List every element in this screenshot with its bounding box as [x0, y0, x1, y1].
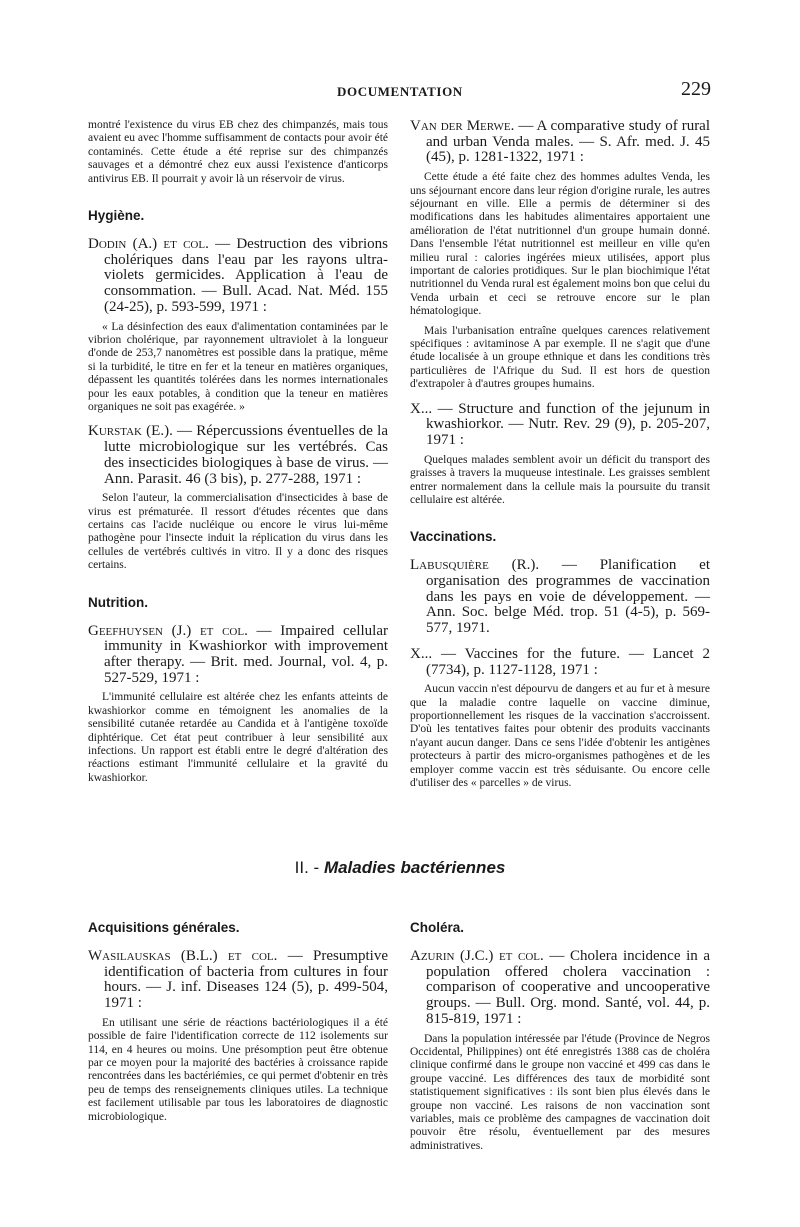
citation-reference: — Vaccines for the future. — Lancet 2 (7734), p. 1127-1128, 1971 : [426, 645, 710, 678]
right-column [410, 119, 710, 801]
citation [410, 558, 710, 637]
citation-author: Geefhuysen (J.) et col. [88, 622, 248, 639]
citation-reference: — Destruction des vibrions cholériques dans l'eau par les rayons ultra-violets germicides. Application à l'eau de consommation. — Bull. Acad. Nat. Méd. 155 (24-25), p. 593-599, 1971 : [104, 236, 388, 315]
page-number: 229 [681, 78, 711, 100]
citation-author: Azurin (J.C.) et col. [410, 948, 544, 964]
chapter-title: Maladies bactériennes [323, 858, 506, 877]
citation-reference: — Cholera incidence in a population offered cholera vaccination : comparison of cooperative and uncooperative groups. — Bull. Org. mond. Santé, vol. 44, p. 815-819, 1971 : [426, 948, 710, 1027]
bibliography-entry-jejunum [410, 402, 710, 508]
citation [88, 424, 388, 487]
citation-reference: — Presumptive identification of bacteria from cultures in four hours. — J. inf. Diseases 124 (5), p. 499-504, 1971 : [104, 948, 388, 1012]
section-heading-hygiene: Hygiène. [88, 208, 145, 224]
abstract: Quelques malades semblent avoir un déficit du transport des graisses à travers la muqueuse intestinale. Les graisses semblent entrer normalement dans la cellule mais la poursuite du transit cellulaire est altérée. [410, 453, 710, 506]
chapter-heading [0, 858, 800, 878]
bibliography-entry-dodin [88, 237, 388, 414]
page-header [0, 78, 800, 108]
citation [410, 949, 710, 1028]
bibliography-entry-geefhuysen [88, 624, 388, 786]
bottom-left-column [88, 912, 388, 1134]
left-column [88, 119, 388, 795]
citation [410, 647, 710, 678]
citation [410, 402, 710, 449]
abstract: Selon l'auteur, la commercialisation d'insecticides à base de virus est prématurée. Il ressort d'études récentes que dans certains cas l'acide nucléique ou encore le virus lui-même pathogène pour l'insecte induit la réplication du virus dans les cellules de vertébrés cultivés in vitro. Il y a donc des risques certains. [88, 492, 388, 572]
citation-author: Dodin (A.) et col. [88, 236, 209, 253]
continued-abstract: montré l'existence du virus EB chez des chimpanzés, mais tous avaient eu avec l'homme suffisamment de contacts pour avoir été contaminés. Cette étude a été reprise sur des chimpanzés sauvages et a démontré chez eux aussi l'existence d'anticorps antivirus EB. Il pourrait y avoir là un réservoir de virus. [88, 119, 388, 185]
bibliography-entry-kurstak [88, 424, 388, 572]
section-heading-vaccinations: Vaccinations. [410, 529, 497, 545]
citation-reference: — Structure and function of the jejunum in kwashiorkor. — Nutr. Rev. 29 (9), p. 205-207, 1971 : [426, 400, 710, 449]
citation [410, 119, 710, 166]
abstract: En utilisant une série de réactions bactériologiques il a été possible de faire l'identification correcte de 112 isolements sur 114, en 4 heures ou moins. Une présomption peut être obtenue par ce moyen pour la majorité des bactéries à croissance rapide rencontrées dans les bactériémies, ce qui permet d'obtenir en très peu de temps des renseignements cliniques utiles. La technique est facilement utilisable par tous les laboratoires de diagnostic microbiologique. [88, 1016, 388, 1123]
abstract: Dans la population intéressée par l'étude (Province de Negros Occidental, Philippines) ont été enregistrés 1388 cas de choléra clinique confirmé dans le groupe non vacciné et 499 cas dans le groupe vacciné. Les différences des taux de morbidité sont statistiquement significatives : ils sont bien plus élevés dans le groupe non vacciné. Les raisons de non vaccination sont variables, mais ce problème des campagnes de vaccination doit pouvoir être résolu, éventuellement par des mesures administratives. [410, 1032, 710, 1152]
citation-reference: — Planification et organisation des programmes de vaccination dans les pays en voie de développement. — Ann. Soc. belge Méd. trop. 51 (4-5), p. 569-577, 1971. [426, 557, 710, 637]
citation-author: Labusquière (R.). [410, 557, 540, 574]
bibliography-entry-azurin [410, 949, 710, 1153]
citation-author: Kurstak (E.). [88, 423, 173, 440]
section-heading-cholera: Choléra. [410, 920, 465, 935]
abstract: Aucun vaccin n'est dépourvu de dangers et au fur et à mesure que la maladie contre laquelle on vaccine diminue, proportionnellement les risques de la vaccination s'accroissent. D'où les tentatives faites pour obtenir des produits vaccinants n'ayant aucun danger. Dans ce sens l'idée d'obtenir les antigènes protecteurs à partir des micro-organismes pathogènes et de les employer comme vaccin est très séduisante. Ou encore celle d'utiliser des « parcelles » de virus. [410, 683, 710, 790]
running-title: DOCUMENTATION [337, 84, 463, 99]
abstract: L'immunité cellulaire est altérée chez les enfants atteints de kwashiorkor comme en témoignent les anomalies de la sensibilité cutanée retardée au Candida et à l'antigène toxoïde diphtérique. Cet état peut contribuer à leur sensibilité aux infections. Un rapport est établi entre le degré d'altération des réactions estimant l'immunité cellulaire et la gravité du kwashiorkor. [88, 691, 388, 784]
citation-author: Van der Merwe. [410, 118, 515, 134]
citation [88, 624, 388, 687]
citation [88, 949, 388, 1012]
bibliography-entry-labusquiere [410, 558, 710, 637]
citation-reference: — Impaired cellular immunity in Kwashiorkor with improvement after therapy. — Brit. med. Journal, vol. 4, p. 527-529, 1971 : [104, 622, 388, 686]
citation [88, 237, 388, 316]
abstract: « La désinfection des eaux d'alimentation contaminées par le vibrion cholérique, par rayonnement ultraviolet à la longueur d'onde de 253,7 nanomètres est possible dans la pratique, même si la turbidité, le titre en fer et la teneur en matières organiques, dépassent les quantités tolérées dans les normes internationales pour les eaux potables, à condition que la teneur en matières organiques ne soit pas exagérée. » [88, 320, 388, 413]
citation-reference: — A comparative study of rural and urban Venda males. — S. Afr. med. J. 45 (45), p. 1281-1322, 1971 : [426, 118, 711, 166]
chapter-number: II. - [294, 858, 320, 877]
abstract: Mais l'urbanisation entraîne quelques carences relativement spécifiques : avitaminose A par exemple. Il ne s'agit que d'une étude localisée à un groupe ethnique et dans les conditions très particulières de l'Afrique du Sud. Il est hors de question d'extrapoler à d'autres groupes humains. [410, 324, 710, 391]
section-heading-nutrition: Nutrition. [88, 594, 148, 610]
bibliography-entry-van-der-merwe [410, 119, 710, 392]
abstract: Cette étude a été faite chez des hommes adultes Venda, les uns séjournant encore dans leur région d'origine rurale, les autres séjournant en ville. Elle a permis de déterminer si des modifications dans les habitudes alimentaires apportaient une amélioration de l'état nutritionnel d'un groupe humain donné. Dans l'ensemble l'état nutritionnel est meilleur en ville qu'en milieu rural : calories ingérées mieux utilisées, apport plus important de calories protidiques. Sur le plan biochimique l'état nutritionnel du Venda rural est également moins bon que celui du Venda urbain et ceci se retrouve encore sur le plan hématologique. [410, 171, 710, 318]
bibliography-entry-vaccines-future [410, 647, 710, 791]
citation-reference: — Répercussions éventuelles de la lutte microbiologique sur les vertébrés. Cas des insecticides biologiques à base de virus. — Ann. Parasit. 46 (3 bis), p. 277-288, 1971 : [104, 423, 388, 487]
bibliography-entry-wasilauskas [88, 949, 388, 1124]
citation-author: X... [410, 400, 433, 417]
citation-author: Wasilauskas (B.L.) et col. [88, 948, 278, 964]
bottom-right-column [410, 912, 710, 1163]
citation-author: X... [410, 645, 433, 662]
section-heading-acquisitions: Acquisitions générales. [88, 920, 240, 935]
